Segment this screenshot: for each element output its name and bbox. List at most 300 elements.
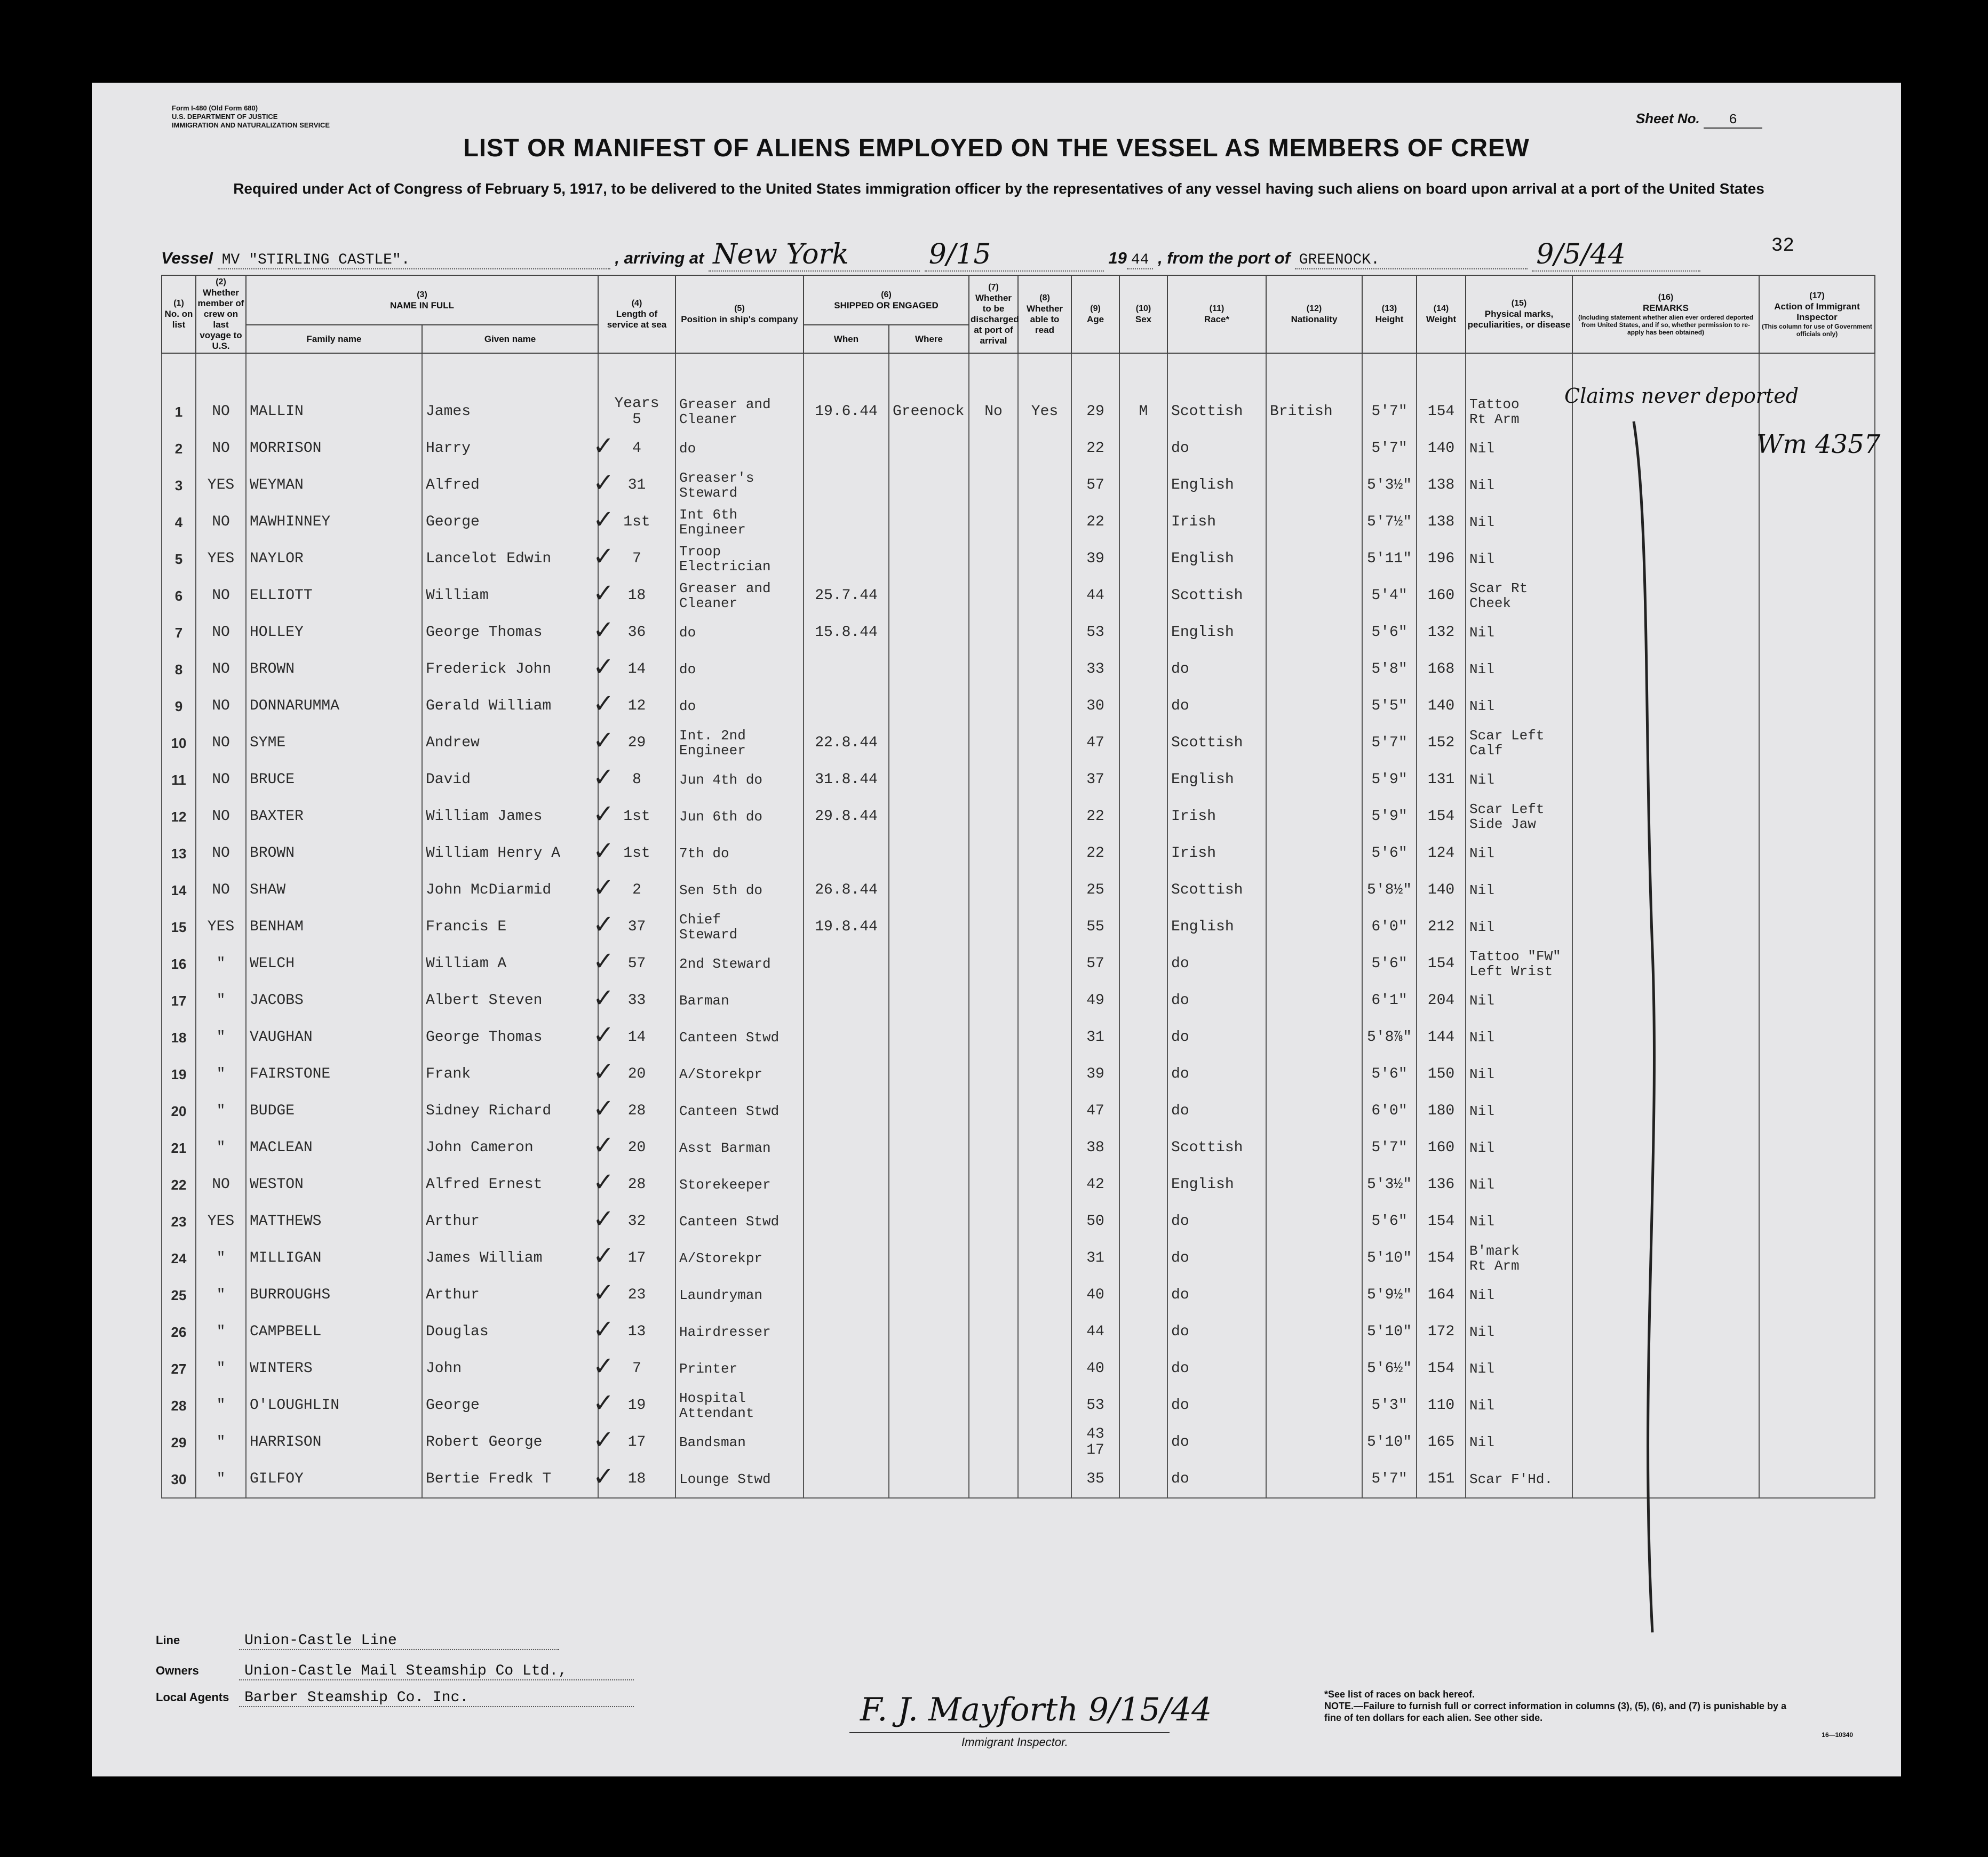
nationality-cell [1266,1056,1362,1093]
weight-cell: 154 [1417,1350,1466,1387]
height-cell: 5'6" [1362,1203,1417,1240]
able-to-read-cell [1018,872,1071,908]
service-cell: 20 [598,1129,675,1166]
crew-row [162,761,1875,798]
arriving-label: , arriving at [615,249,704,267]
crew-table-wrap [161,275,1875,1499]
row-number: 22 [162,1166,196,1203]
position-cell: Bandsman [675,1424,804,1461]
given-name-cell: Frank [422,1056,598,1093]
col-header-service: (4) Length of service at sea [598,275,675,353]
race-cell: Irish [1167,835,1266,872]
last-voyage-cell: " [196,1240,246,1277]
service-cell: 4 [598,430,675,467]
nationality-cell [1266,1166,1362,1203]
race-cell: Scottish [1167,872,1266,908]
sex-cell [1119,1203,1167,1240]
row-number: 8 [162,651,196,688]
able-to-read-cell [1018,945,1071,982]
action-cell [1759,1461,1875,1498]
last-voyage-cell: YES [196,467,246,504]
action-cell [1759,908,1875,945]
agents-label: Local Agents [156,1691,229,1704]
height-cell: 5'11" [1362,540,1417,577]
nationality-cell [1266,430,1362,467]
row-number: 5 [162,540,196,577]
given-name-cell: Gerald William [422,688,598,724]
agents-row [156,1689,634,1707]
physical-marks-cell: Nil [1466,1277,1572,1313]
row-number: 14 [162,872,196,908]
height-cell: 5'6" [1362,614,1417,651]
height-cell: 5'7" [1362,430,1417,467]
race-cell: do [1167,1056,1266,1093]
shipped-when-cell [804,430,889,467]
nationality-cell [1266,467,1362,504]
shipped-when-cell: 22.8.44 [804,724,889,761]
given-name-cell: Robert George [422,1424,598,1461]
shipped-when-cell: 29.8.44 [804,798,889,835]
physical-marks-cell: Nil [1466,1203,1572,1240]
last-voyage-cell: NO [196,651,246,688]
row-number: 21 [162,1129,196,1166]
given-name-cell: Lancelot Edwin [422,540,598,577]
service-cell: 14 [598,651,675,688]
family-name-cell: BUDGE [246,1093,422,1129]
last-voyage-cell: " [196,1350,246,1387]
given-name-cell: James [422,393,598,430]
able-to-read-cell [1018,798,1071,835]
service-cell: 20 [598,1056,675,1093]
shipped-where-cell: Greenock [889,393,969,430]
sex-cell [1119,1350,1167,1387]
sex-cell [1119,982,1167,1019]
sex-cell [1119,430,1167,467]
check-mark: ✓ [593,469,615,497]
row-number: 2 [162,430,196,467]
position-cell: Hairdresser [675,1313,804,1350]
age-cell: 31 [1071,1019,1119,1056]
check-mark: ✓ [593,837,615,865]
last-voyage-cell: " [196,945,246,982]
inspector-initials: Wm 4357 [1756,429,1881,459]
position-cell: do [675,614,804,651]
weight-cell: 140 [1417,430,1466,467]
crew-row [162,1350,1875,1387]
page-title: LIST OR MANIFEST OF ALIENS EMPLOYED ON THE VESSEL AS MEMBERS OF CREW [463,133,1530,162]
age-cell: 38 [1071,1129,1119,1166]
crew-row [162,540,1875,577]
check-mark: ✓ [593,1389,615,1417]
nationality-cell [1266,1424,1362,1461]
sex-cell: M [1119,393,1167,430]
shipped-when-cell: 19.6.44 [804,393,889,430]
penalty-note: NOTE.—Failure to furnish full or correct information in columns (3), (5), (6), and (7) is punishable by a fine of ten dollars for each alien. See other side. [1324,1701,1787,1723]
shipped-where-cell [889,1166,969,1203]
given-name-cell: Sidney Richard [422,1093,598,1129]
shipped-where-cell [889,1350,969,1387]
physical-marks-cell: Nil [1466,982,1572,1019]
physical-marks-cell: Nil [1466,1056,1572,1093]
sex-cell [1119,1313,1167,1350]
crew-row [162,430,1875,467]
shipped-when-cell [804,504,889,540]
position-cell: Greaser's Steward [675,467,804,504]
col-header-read: (8) Whether able to read [1018,275,1071,353]
given-name-cell: David [422,761,598,798]
service-cell: 33 [598,982,675,1019]
height-cell: 5'7" [1362,1461,1417,1498]
age-cell: 22 [1071,430,1119,467]
service-cell: 17 [598,1240,675,1277]
shipped-where-cell [889,1387,969,1424]
able-to-read-cell [1018,761,1071,798]
col-header-nationality: (12) Nationality [1266,275,1362,353]
check-mark: ✓ [593,579,615,608]
weight-cell: 151 [1417,1461,1466,1498]
check-mark: ✓ [593,1168,615,1197]
check-mark: ✓ [593,1058,615,1086]
physical-marks-cell: Nil [1466,1387,1572,1424]
row-number: 16 [162,945,196,982]
last-voyage-cell: " [196,1387,246,1424]
sex-cell [1119,1019,1167,1056]
weight-cell: 212 [1417,908,1466,945]
sex-cell [1119,688,1167,724]
weight-cell: 160 [1417,1129,1466,1166]
physical-marks-cell: Nil [1466,467,1572,504]
col-header-when: When [804,325,889,353]
able-to-read-cell [1018,1240,1071,1277]
position-cell: 7th do [675,835,804,872]
race-cell: do [1167,1461,1266,1498]
nationality-cell [1266,1277,1362,1313]
shipped-when-cell [804,540,889,577]
action-cell [1759,872,1875,908]
sex-cell [1119,798,1167,835]
check-mark: ✓ [593,727,615,755]
service-name: IMMIGRATION AND NATURALIZATION SERVICE [172,121,330,129]
print-code: 16—10340 [1822,1731,1853,1739]
weight-cell: 160 [1417,577,1466,614]
crew-row [162,1387,1875,1424]
service-cell: 19 [598,1387,675,1424]
shipped-when-cell [804,651,889,688]
action-cell [1759,1056,1875,1093]
service-cell: 12 [598,688,675,724]
discharged-cell [969,1019,1018,1056]
page-number: 32 [1771,235,1794,257]
height-cell: 5'3" [1362,1387,1417,1424]
discharged-cell [969,982,1018,1019]
weight-cell: 152 [1417,724,1466,761]
height-cell: 5'8⅞" [1362,1019,1417,1056]
crew-row [162,504,1875,540]
service-cell: 37 [598,908,675,945]
age-cell: 49 [1071,982,1119,1019]
able-to-read-cell [1018,1277,1071,1313]
last-voyage-cell: YES [196,908,246,945]
race-cell: English [1167,761,1266,798]
vessel-line [161,238,1700,272]
arrival-date: 9/15 [925,238,1104,272]
able-to-read-cell [1018,614,1071,651]
action-cell [1759,724,1875,761]
nationality-cell [1266,798,1362,835]
check-mark: ✓ [593,800,615,828]
able-to-read-cell [1018,1350,1071,1387]
action-cell [1759,577,1875,614]
last-voyage-cell: " [196,1129,246,1166]
position-cell: Canteen Stwd [675,1093,804,1129]
action-cell [1759,504,1875,540]
able-to-read-cell [1018,1313,1071,1350]
nationality-cell [1266,908,1362,945]
position-cell: Chief Steward [675,908,804,945]
discharged-cell [969,872,1018,908]
physical-marks-cell: Nil [1466,1019,1572,1056]
shipped-where-cell [889,1313,969,1350]
crew-row [162,614,1875,651]
check-mark: ✓ [593,1279,615,1307]
given-name-cell: Andrew [422,724,598,761]
physical-marks-cell: Nil [1466,761,1572,798]
able-to-read-cell [1018,1424,1071,1461]
sex-cell [1119,1129,1167,1166]
service-cell: 23 [598,1277,675,1313]
family-name-cell: FAIRSTONE [246,1056,422,1093]
race-cell: do [1167,1203,1266,1240]
check-mark: ✓ [593,653,615,681]
position-cell: Storekeeper [675,1166,804,1203]
check-mark: ✓ [593,1242,615,1270]
physical-marks-cell: Nil [1466,504,1572,540]
discharged-cell [969,651,1018,688]
discharged-cell [969,1350,1018,1387]
family-name-cell: MAWHINNEY [246,504,422,540]
height-cell: 5'3½" [1362,467,1417,504]
shipped-when-cell [804,1166,889,1203]
position-cell: Barman [675,982,804,1019]
able-to-read-cell [1018,982,1071,1019]
physical-marks-cell: Nil [1466,1166,1572,1203]
owners-row [156,1663,634,1680]
owners-value: Union-Castle Mail Steamship Co Ltd., [239,1663,634,1680]
family-name-cell: GILFOY [246,1461,422,1498]
check-mark: ✓ [593,1095,615,1123]
race-cell: Scottish [1167,393,1266,430]
weight-cell: 154 [1417,945,1466,982]
able-to-read-cell [1018,688,1071,724]
shipped-where-cell [889,835,969,872]
col-header-sex: (10) Sex [1119,275,1167,353]
shipped-when-cell [804,945,889,982]
discharged-cell [969,835,1018,872]
physical-marks-cell: Nil [1466,1129,1572,1166]
weight-cell: 136 [1417,1166,1466,1203]
weight-cell: 154 [1417,393,1466,430]
action-cell [1759,945,1875,982]
owners-label: Owners [156,1664,199,1677]
col-header-name: (3) NAME IN FULL [246,275,598,325]
service-cell: 7 [598,1350,675,1387]
sex-cell [1119,1093,1167,1129]
age-cell: 40 [1071,1277,1119,1313]
family-name-cell: WINTERS [246,1350,422,1387]
discharged-cell [969,504,1018,540]
last-voyage-cell: " [196,982,246,1019]
weight-cell: 150 [1417,1056,1466,1093]
row-number: 28 [162,1387,196,1424]
col-header-no: (1) No. on list [162,275,196,353]
race-cell: English [1167,614,1266,651]
col-header-discharged: (7) Whether to be discharged at port of arrival [969,275,1018,353]
service-cell: Years 5 [598,393,675,430]
age-cell: 33 [1071,651,1119,688]
shipped-when-cell [804,1093,889,1129]
height-cell: 5'6" [1362,945,1417,982]
service-cell: 32 [598,1203,675,1240]
family-name-cell: HOLLEY [246,614,422,651]
family-name-cell: BENHAM [246,908,422,945]
crew-row [162,1424,1875,1461]
manifest-page [92,83,1901,1776]
height-cell: 5'10" [1362,1313,1417,1350]
age-cell: 22 [1071,798,1119,835]
position-cell: 2nd Steward [675,945,804,982]
last-voyage-cell: " [196,1277,246,1313]
weight-cell: 164 [1417,1277,1466,1313]
row-number: 27 [162,1350,196,1387]
shipped-when-cell [804,1129,889,1166]
sex-cell [1119,1424,1167,1461]
position-cell: Canteen Stwd [675,1203,804,1240]
age-cell: 43 17 [1071,1424,1119,1461]
family-name-cell: BURROUGHS [246,1277,422,1313]
discharged-cell [969,1313,1018,1350]
vessel-name: MV "STIRLING CASTLE". [218,252,610,269]
age-cell: 47 [1071,1093,1119,1129]
check-mark: ✓ [593,911,615,939]
col-header-where: Where [889,325,969,353]
sex-cell [1119,872,1167,908]
age-cell: 50 [1071,1203,1119,1240]
shipped-when-cell: 15.8.44 [804,614,889,651]
action-cell [1759,614,1875,651]
physical-marks-cell: Nil [1466,835,1572,872]
race-cell: Scottish [1167,1129,1266,1166]
agents-value: Barber Steamship Co. Inc. [239,1689,634,1707]
shipped-where-cell [889,1093,969,1129]
given-name-cell: James William [422,1240,598,1277]
nationality-cell [1266,651,1362,688]
last-voyage-cell: NO [196,724,246,761]
shipped-when-cell [804,1387,889,1424]
family-name-cell: HARRISON [246,1424,422,1461]
sex-cell [1119,761,1167,798]
service-cell: 8 [598,761,675,798]
page-subtitle: Required under Act of Congress of February 5, 1917, to be delivered to the United States immigration officer by the representatives of any vessel having such aliens on board upon arrival at a port of the United States [233,180,1764,197]
row-number: 20 [162,1093,196,1129]
crew-row [162,651,1875,688]
weight-cell: 196 [1417,540,1466,577]
action-cell [1759,1350,1875,1387]
last-voyage-cell: NO [196,1166,246,1203]
shipped-where-cell [889,467,969,504]
weight-cell: 172 [1417,1313,1466,1350]
position-cell: Canteen Stwd [675,1019,804,1056]
height-cell: 5'5" [1362,688,1417,724]
weight-cell: 180 [1417,1093,1466,1129]
discharged-cell [969,430,1018,467]
service-cell: 31 [598,467,675,504]
shipped-where-cell [889,577,969,614]
col-header-height: (13) Height [1362,275,1417,353]
service-cell: 1st [598,798,675,835]
nationality-cell [1266,1350,1362,1387]
family-name-cell: MACLEAN [246,1129,422,1166]
remarks-bracket-line [1628,416,1671,1643]
check-mark: ✓ [593,690,615,718]
physical-marks-cell: Nil [1466,614,1572,651]
nationality-cell [1266,1313,1362,1350]
age-cell: 55 [1071,908,1119,945]
given-name-cell: Arthur [422,1277,598,1313]
height-cell: 6'0" [1362,1093,1417,1129]
discharged-cell [969,798,1018,835]
physical-marks-cell: Scar F'Hd. [1466,1461,1572,1498]
nationality-cell [1266,1461,1362,1498]
sex-cell [1119,1461,1167,1498]
position-cell: A/Storekpr [675,1056,804,1093]
family-name-cell: MALLIN [246,393,422,430]
height-cell: 5'10" [1362,1240,1417,1277]
shipped-when-cell: 26.8.44 [804,872,889,908]
given-name-cell: George [422,504,598,540]
able-to-read-cell [1018,540,1071,577]
service-cell: 28 [598,1093,675,1129]
shipped-when-cell [804,1203,889,1240]
check-mark: ✓ [593,1352,615,1381]
row-number: 25 [162,1277,196,1313]
check-mark: ✓ [593,1463,615,1491]
departure-port: GREENOCK. [1295,252,1528,269]
race-cell: do [1167,1019,1266,1056]
shipped-where-cell [889,724,969,761]
given-name-cell: John Cameron [422,1129,598,1166]
col-header-position: (5) Position in ship's company [675,275,804,353]
family-name-cell: VAUGHAN [246,1019,422,1056]
race-cell: do [1167,945,1266,982]
shipped-when-cell: 31.8.44 [804,761,889,798]
shipped-where-cell [889,1240,969,1277]
given-name-cell: John McDiarmid [422,872,598,908]
last-voyage-cell: " [196,1313,246,1350]
race-cell: do [1167,430,1266,467]
last-voyage-cell: " [196,1424,246,1461]
action-cell [1759,798,1875,835]
discharged-cell [969,540,1018,577]
given-name-cell: Arthur [422,1203,598,1240]
position-cell: Laundryman [675,1277,804,1313]
nationality-cell [1266,1203,1362,1240]
physical-marks-cell: Tattoo "FW" Left Wrist [1466,945,1572,982]
able-to-read-cell [1018,1387,1071,1424]
given-name-cell: Alfred [422,467,598,504]
discharged-cell: No [969,393,1018,430]
crew-row [162,1313,1875,1350]
check-mark: ✓ [593,543,615,571]
